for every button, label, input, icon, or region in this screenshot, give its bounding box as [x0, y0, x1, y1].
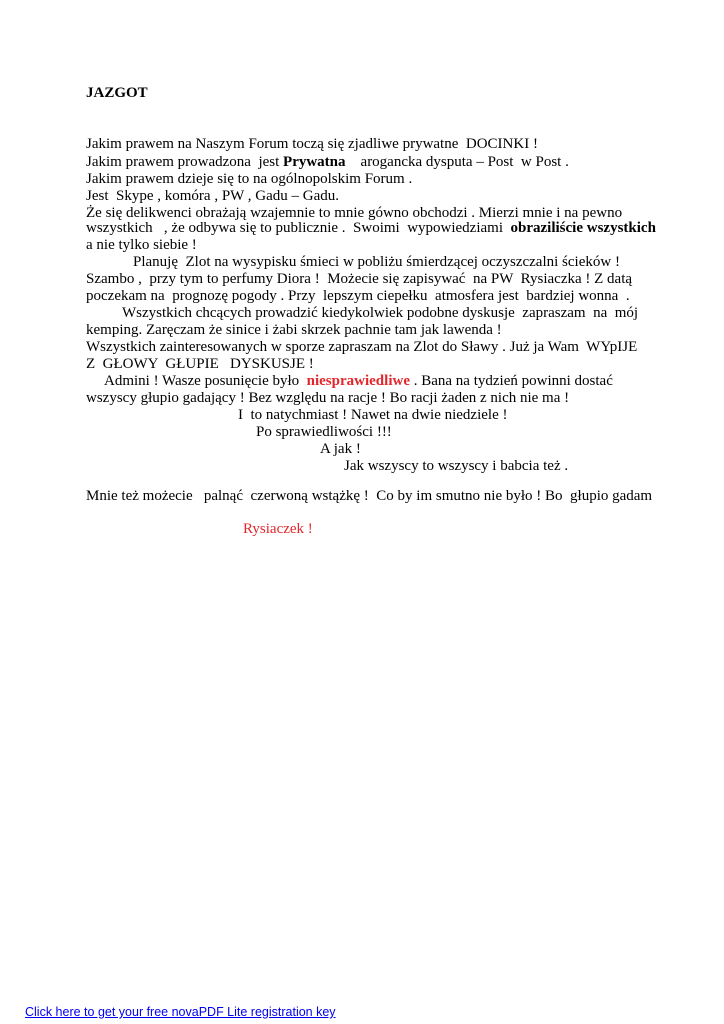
text-span: arogancka dysputa – Post w Post .: [345, 154, 569, 170]
text-span: wszystkich , że odbywa się to publicznie . Swoimi wypowiedziami: [86, 220, 511, 236]
registration-link[interactable]: Click here to get your free novaPDF Lite registration key: [25, 1005, 336, 1019]
text-span: Jakim prawem prowadzona jest: [86, 154, 284, 170]
text-line: kemping. Zaręczam że sinice i żabi skrzek pachnie tam jak lawenda !: [86, 322, 502, 338]
text-line: Z GŁOWY GŁUPIE DYSKUSJE !: [86, 356, 314, 372]
text-span: . Bana na tydzień powinni dostać: [409, 373, 613, 389]
text-line: Wszystkich zainteresowanych w sporze zapraszam na Zlot do Sławy . Już ja Wam WYpIJE: [86, 339, 638, 355]
text-line: A jak !: [320, 441, 361, 457]
text-line: Po sprawiedliwości !!!: [256, 424, 392, 440]
signature: Rysiaczek !: [243, 521, 313, 537]
text-line: Planuję Zlot na wysypisku śmieci w pobliżu śmierdzącej oczyszczalni ścieków !: [133, 254, 620, 270]
text-line: Jakim prawem na Naszym Forum toczą się zjadliwe prywatne DOCINKI !: [86, 136, 538, 152]
text-line: Jakim prawem dzieje się to na ogólnopolskim Forum .: [86, 171, 413, 187]
text-line: Wszystkich chcących prowadzić kiedykolwiek podobne dyskusje zapraszam na mój: [122, 305, 639, 321]
text-line: [86, 154, 569, 171]
text-line: [104, 373, 613, 390]
text-line: a nie tylko siebie !: [86, 237, 197, 253]
text-line: Szambo , przy tym to perfumy Diora ! Możecie się zapisywać na PW Rysiaczka ! Z datą: [86, 271, 633, 287]
bold-text: Prywatna: [283, 154, 346, 170]
text-line: Że się delikwenci obrażają wzajemnie to mnie gówno obchodzi . Mierzi mnie i na pewno: [86, 205, 623, 221]
text-line: wszyscy głupio gadający ! Bez względu na racje ! Bo racji żaden z nich nie ma !: [86, 390, 570, 406]
text-line: I to natychmiast ! Nawet na dwie niedziele !: [238, 407, 508, 423]
text-line: Jest Skype , komóra , PW , Gadu – Gadu.: [86, 188, 340, 204]
text-line: Jak wszyscy to wszyscy i babcia też .: [344, 458, 569, 474]
text-line: Mnie też możecie palnąć czerwoną wstążkę ! Co by im smutno nie było ! Bo głupio gadam: [86, 488, 653, 504]
text-line: poczekam na prognozę pogody . Przy lepszym ciepełku atmosfera jest bardziej wonna .: [86, 288, 630, 304]
text-span: Admini ! Wasze posunięcie było: [104, 373, 307, 389]
text-line: [86, 220, 656, 237]
bold-text: obraziliście wszystkich: [510, 220, 656, 236]
page-title: JAZGOT: [86, 85, 148, 101]
highlighted-red-text: niesprawiedliwe: [306, 373, 410, 389]
